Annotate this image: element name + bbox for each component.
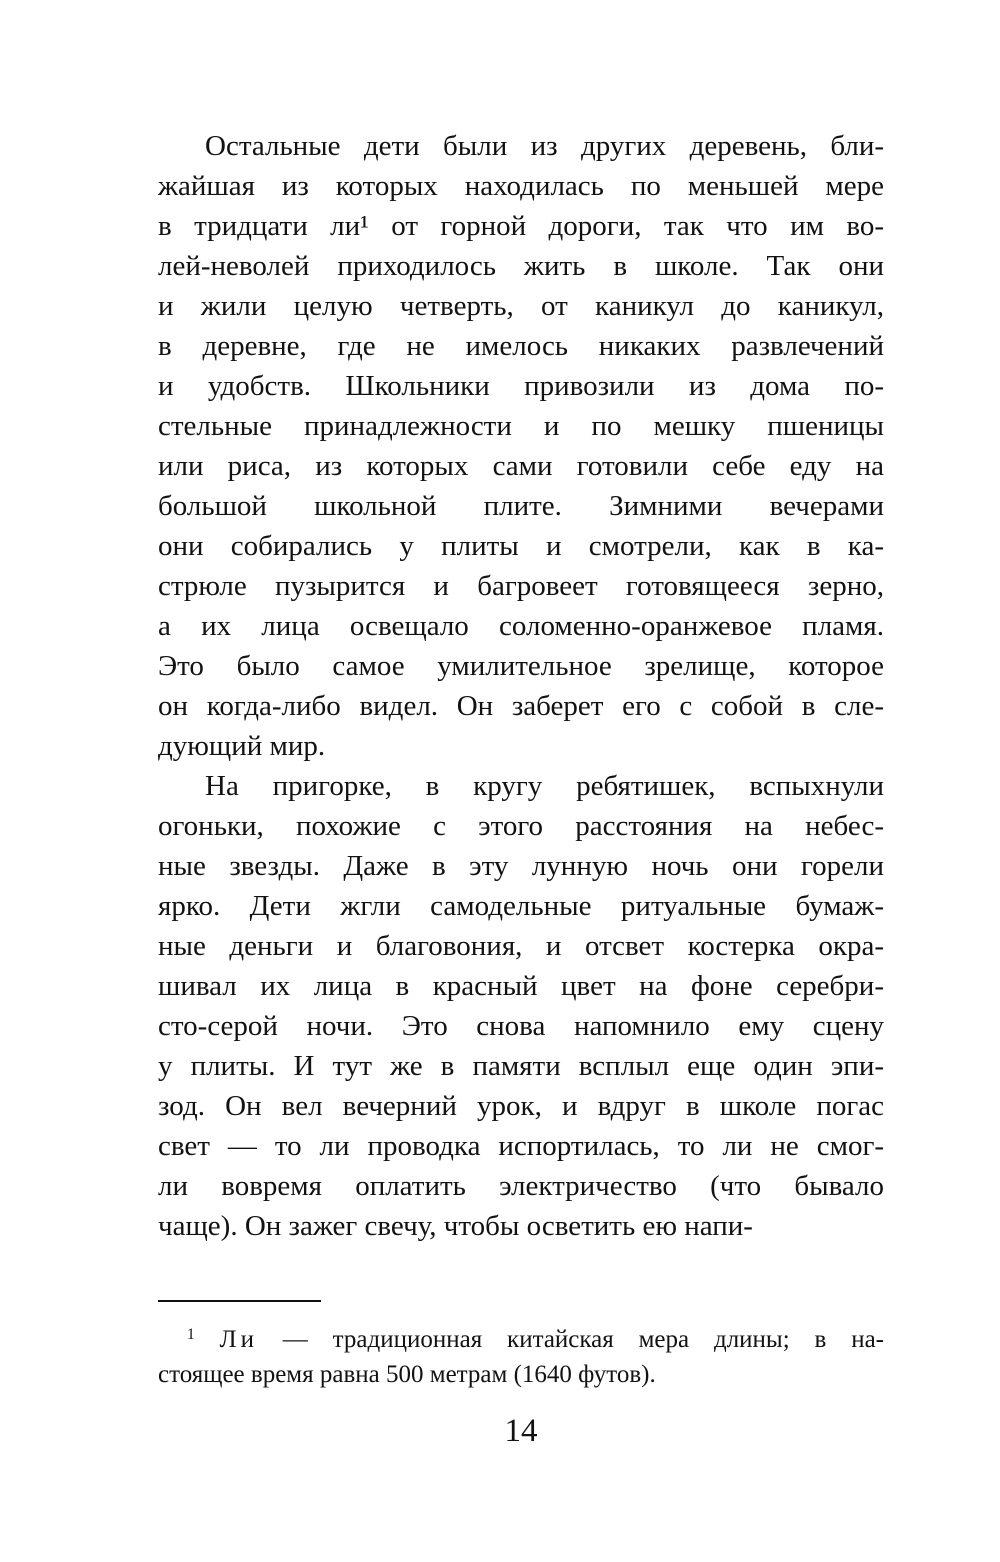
footnote <box>158 1317 884 1392</box>
text-line: шивал их лица в красный цвет на фоне серебри- <box>158 970 884 1002</box>
footnote-separator-rule <box>158 1300 321 1302</box>
text-line: чаще). Он зажег свечу, чтобы осветить ею напи- <box>158 1210 753 1242</box>
text-line: ли вовремя оплатить электричество (что бывало <box>158 1170 884 1202</box>
text-line: стрюле пузырится и багровеет готовящееся зерно, <box>158 570 884 602</box>
text-line: в деревне, где не имелось никаких развлечений <box>158 330 884 362</box>
text-line: они собирались у плиты и смотрели, как в ка- <box>158 530 884 562</box>
text-line: стельные принадлежности и по мешку пшеницы <box>158 410 884 442</box>
text-line: лей-неволей приходилось жить в школе. Так они <box>158 250 884 282</box>
paragraph <box>158 126 884 766</box>
text-line: Это было самое умилительное зрелище, которое <box>158 650 884 682</box>
text-line: зод. Он вел вечерний урок, и вдруг в школе погас <box>158 1090 884 1122</box>
text-line: у плиты. И тут же в памяти всплыл еще один эпи- <box>158 1050 884 1082</box>
text-line: ные деньги и благовония, и отсвет костерка окра- <box>158 930 884 962</box>
footnote-marker: 1 <box>187 1326 195 1343</box>
footnote-line: стоящее время равна 500 метрам (1640 футов). <box>158 1360 656 1388</box>
page-number: 14 <box>504 1412 538 1449</box>
text-line: ные звезды. Даже в эту лунную ночь они горели <box>158 850 884 882</box>
footnote-term: Ли <box>219 1325 258 1353</box>
text-line: дующий мир. <box>158 730 326 762</box>
paragraph <box>158 766 884 1246</box>
footnote-line <box>158 1317 884 1357</box>
text-line: а их лица освещало соломенно-оранжевое пламя. <box>158 610 884 642</box>
text-line: свет — то ли проводка испортилась, то ли не смог- <box>158 1130 884 1162</box>
text-line: и удобств. Школьники привозили из дома по- <box>158 370 884 402</box>
text-line: он когда-либо видел. Он заберет его с собой в сле- <box>158 690 884 722</box>
text-line: Остальные дети были из других деревень, бли- <box>205 130 884 162</box>
text-line: ярко. Дети жгли самодельные ритуальные бумаж- <box>158 890 884 922</box>
text-line: огоньки, похожие с этого расстояния на небес- <box>158 810 884 842</box>
text-line: жайшая из которых находилась по меньшей мере <box>158 170 884 202</box>
footnote-text: — традиционная китайская мера длины; в на- <box>257 1325 884 1353</box>
text-line: На пригорке, в кругу ребятишек, вспыхнули <box>205 770 884 802</box>
text-line: и жили целую четверть, от каникул до каникул, <box>158 290 884 322</box>
text-line: или риса, из которых сами готовили себе еду на <box>158 450 884 482</box>
body-text <box>158 126 884 1246</box>
text-line: сто-серой ночи. Это снова напомнило ему сцену <box>158 1010 884 1042</box>
text-line: большой школьной плите. Зимними вечерами <box>158 490 884 522</box>
text-line: в тридцати ли¹ от горной дороги, так что им во- <box>158 210 884 242</box>
text-block <box>158 126 884 1451</box>
